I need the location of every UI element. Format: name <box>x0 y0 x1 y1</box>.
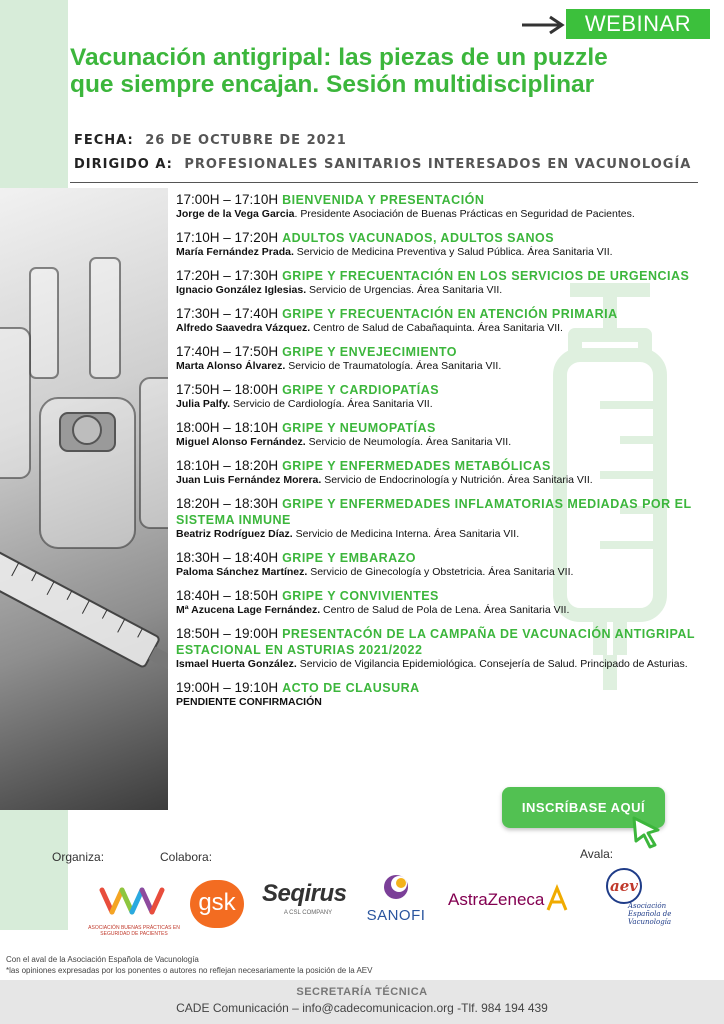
agenda-speaker: Miguel Alonso Fernández. <box>176 436 306 448</box>
agenda-speaker: Juan Luis Fernández Morera. <box>176 474 322 486</box>
agenda-time: 17:10H – 17:20H <box>176 230 279 245</box>
agenda-topic: GRIPE Y FRECUENTACIÓN EN ATENCIÓN PRIMARIA <box>282 307 618 321</box>
cursor-click-icon <box>628 814 666 850</box>
agenda-topic: GRIPE Y CONVIVIENTES <box>282 589 439 603</box>
footer <box>0 980 724 1024</box>
register-button[interactable]: INSCRÍBASE AQUÍ <box>502 787 665 828</box>
colabora-label: Colabora: <box>160 850 213 864</box>
agenda-speaker-role: Servicio de Medicina Preventiva y Salud Pública. Área Sanitaria VII. <box>293 246 613 258</box>
abp-logo-text: ASOCIACIÓN BUENAS PRÁCTICAS EN SEGURIDAD DE PACIENTES <box>88 925 180 937</box>
gsk-logo-text: gsk <box>198 889 236 916</box>
agenda-item <box>176 550 716 579</box>
agenda-topic: GRIPE Y FRECUENTACIÓN EN LOS SERVICIOS DE URGENCIAS <box>282 269 690 283</box>
agenda-item <box>176 192 716 221</box>
aev-logo <box>606 868 696 926</box>
agenda-topic: ACTO DE CLAUSURA <box>282 681 420 695</box>
agenda-item <box>176 268 716 297</box>
audience-label: DIRIGIDO A: <box>74 157 173 172</box>
agenda-time: 18:10H – 18:20H <box>176 458 279 473</box>
agenda-item <box>176 588 716 617</box>
agenda-topic: GRIPE Y ENFERMEDADES INFLAMATORIAS MEDIADAS POR EL SISTEMA INMUNE <box>176 497 692 527</box>
seqirus-logo-text: Seqirus <box>262 880 347 907</box>
agenda-topic: BIENVENIDA Y PRESENTACIÓN <box>282 193 485 207</box>
disclaimer-note: *las opiniones expresadas por los ponentes o autores no reflejan necesariamente la posición de la AEV <box>6 966 373 975</box>
agenda-speaker-role: Servicio de Medicina Interna. Área Sanitaria VII. <box>292 528 520 540</box>
agenda-speaker-role: Servicio de Urgencias. Área Sanitaria VII. <box>306 284 503 296</box>
agenda-speaker-role: Servicio de Traumatología. Área Sanitaria VII. <box>285 360 502 372</box>
agenda-time: 18:30H – 18:40H <box>176 550 279 565</box>
agenda-item <box>176 496 716 541</box>
agenda-topic: GRIPE Y EMBARAZO <box>282 551 417 565</box>
agenda-time: 17:20H – 17:30H <box>176 268 279 283</box>
audience-value: PROFESIONALES SANITARIOS INTERESADOS EN VACUNOLOGÍA <box>184 157 692 172</box>
agenda-speaker: PENDIENTE CONFIRMACIÓN <box>176 696 322 708</box>
agenda-speaker: Marta Alonso Álvarez. <box>176 360 286 372</box>
agenda-speaker: Ignacio González Iglesias. <box>176 284 307 296</box>
aev-logo-mark: aev <box>610 877 638 895</box>
date-value: 26 DE OCTUBRE DE 2021 <box>145 133 347 148</box>
agenda-speaker: Ismael Huerta González. <box>176 658 297 670</box>
agenda-time: 18:20H – 18:30H <box>176 496 279 511</box>
footer-title: SECRETARÍA TÉCNICA <box>296 986 428 998</box>
agenda-speaker-role: Centro de Salud de Pola de Lena. Área Sanitaria VII. <box>320 604 570 616</box>
divider <box>70 182 698 183</box>
agenda-topic: ADULTOS VACUNADOS, ADULTOS SANOS <box>282 231 555 245</box>
vials-photo <box>0 188 168 810</box>
agenda-speaker: Mª Azucena Lage Fernández. <box>176 604 321 616</box>
sanofi-logo <box>362 872 430 924</box>
agenda-item <box>176 382 716 411</box>
arrow-right-icon <box>520 14 568 36</box>
agenda-item <box>176 306 716 335</box>
target-audience <box>74 157 691 172</box>
agenda-topic: GRIPE Y ENVEJECIMIENTO <box>282 345 458 359</box>
agenda-list <box>176 192 716 718</box>
aev-seal <box>606 868 642 904</box>
agenda-speaker-role: . Presidente Asociación de Buenas Prácticas en Seguridad de Pacientes. <box>294 208 635 220</box>
astrazeneca-logo-text: AstraZeneca <box>448 890 545 909</box>
agenda-speaker-role: Servicio de Vigilancia Epidemiológica. Consejería de Salud. Principado de Asturias. <box>296 658 688 670</box>
agenda-item <box>176 420 716 449</box>
agenda-topic: GRIPE Y CARDIOPATÍAS <box>282 383 440 397</box>
agenda-speaker: Julia Palfy. <box>176 398 231 410</box>
agenda-speaker-role: Centro de Salud de Cabañaquinta. Área Sanitaria VII. <box>310 322 563 334</box>
agenda-topic: GRIPE Y NEUMOPATÍAS <box>282 421 436 435</box>
agenda-speaker: Alfredo Saavedra Vázquez. <box>176 322 311 334</box>
agenda-time: 17:40H – 17:50H <box>176 344 279 359</box>
seqirus-logo <box>262 880 354 916</box>
agenda-item <box>176 626 716 671</box>
organiza-label: Organiza: <box>52 850 105 864</box>
agenda-speaker: Paloma Sánchez Martínez. <box>176 566 308 578</box>
agenda-time: 19:00H – 19:10H <box>176 680 279 695</box>
agenda-time: 18:40H – 18:50H <box>176 588 279 603</box>
agenda-time: 17:30H – 17:40H <box>176 306 279 321</box>
agenda-topic: GRIPE Y ENFERMEDADES METABÓLICAS <box>282 459 551 473</box>
agenda-time: 17:00H – 17:10H <box>176 192 279 207</box>
agenda-speaker: María Fernández Prada. <box>176 246 294 258</box>
abp-logo <box>84 882 184 937</box>
agenda-item <box>176 458 716 487</box>
sanofi-logo-text: SANOFI <box>366 907 426 924</box>
agenda-speaker: Beatriz Rodríguez Díaz. <box>176 528 293 540</box>
agenda-item <box>176 230 716 259</box>
agenda-item <box>176 344 716 373</box>
agenda-speaker-role: Servicio de Ginecología y Obstetricia. Área Sanitaria VII. <box>307 566 574 578</box>
agenda-speaker-role: Servicio de Neumología. Área Sanitaria VII. <box>305 436 512 448</box>
aev-logo-text: Asociación Española de Vacunología <box>628 902 672 926</box>
webinar-badge: WEBINAR <box>566 9 710 39</box>
agenda-speaker-role: Servicio de Endocrinología y Nutrición. Área Sanitaria VII. <box>321 474 593 486</box>
agenda-speaker-role: Servicio de Cardiología. Área Sanitaria VII. <box>230 398 433 410</box>
astrazeneca-logo <box>448 890 570 924</box>
agenda-time: 18:50H – 19:00H <box>176 626 279 641</box>
footer-contact: CADE Comunicación – info@cadecomunicacion.org -Tlf. 984 194 439 <box>176 1001 548 1015</box>
gsk-logo <box>190 880 244 928</box>
agenda-speaker: Jorge de la Vega Garcia <box>176 208 295 220</box>
page-title: Vacunación antigripal: las piezas de un puzzle que siempre encajan. Sesión multidisciplinar <box>70 44 608 98</box>
date-label: FECHA: <box>74 133 134 148</box>
endorsement-note: Con el aval de la Asociación Española de Vacunología <box>6 955 199 964</box>
agenda-time: 18:00H – 18:10H <box>176 420 279 435</box>
seqirus-logo-sub: A CSL COMPANY <box>283 910 333 916</box>
avala-label: Avala: <box>580 847 614 861</box>
event-date <box>74 133 347 148</box>
agenda-topic: PRESENTACÓN DE LA CAMPAÑA DE VACUNACIÓN ANTIGRIPAL ESTACIONAL EN ASTURIAS 2021/2022 <box>176 627 695 657</box>
agenda-time: 17:50H – 18:00H <box>176 382 279 397</box>
agenda-item <box>176 680 716 709</box>
